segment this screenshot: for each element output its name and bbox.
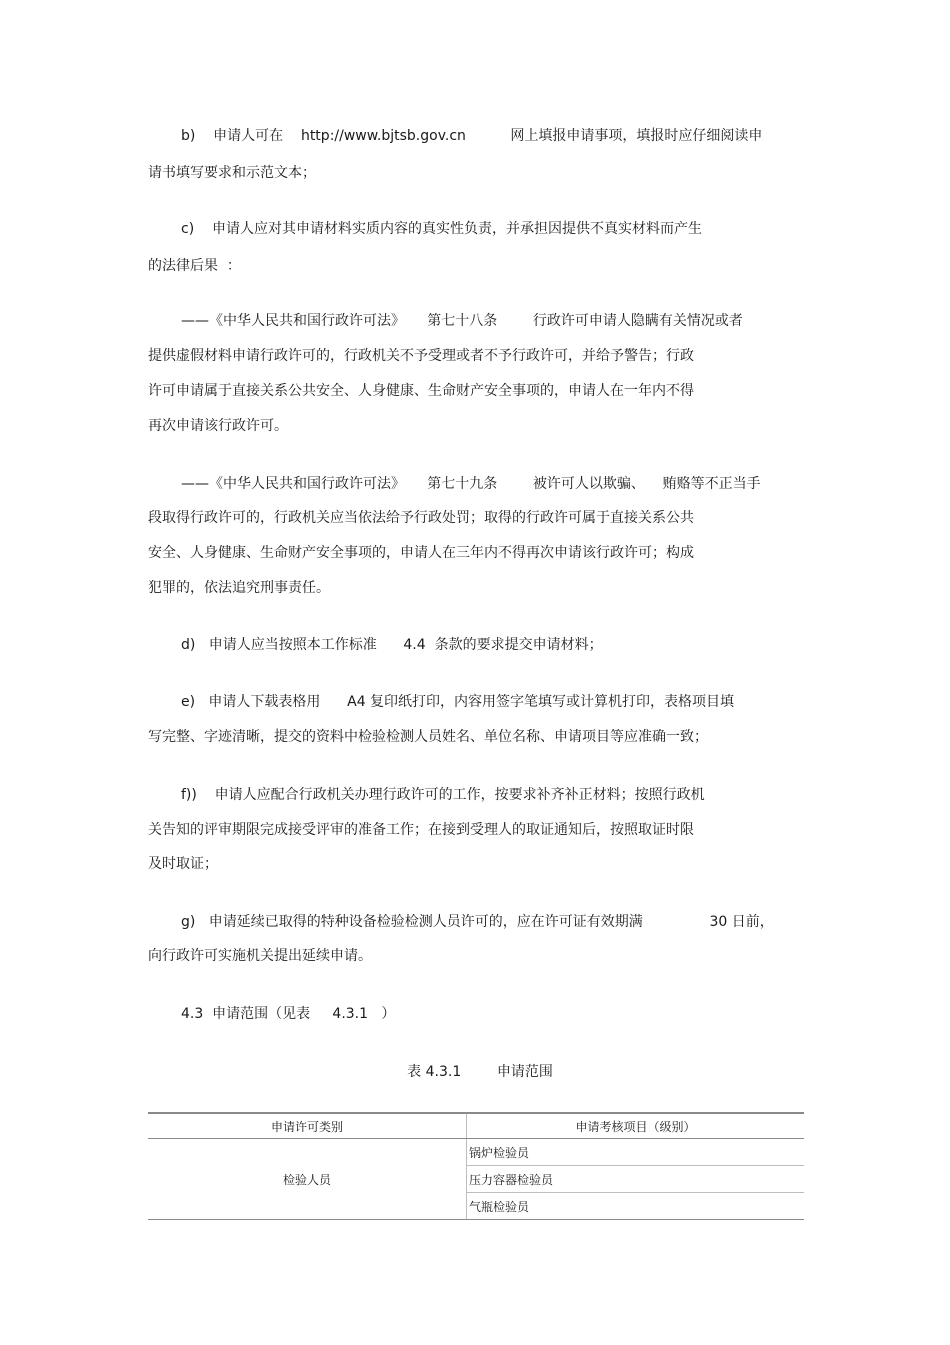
law-78-line-2: 提供虚假材料申请行政许可的，行政机关不予受理或者不予行政许可，并给予警告；行政 [148,348,694,364]
paragraph-d-line-1: d) 申请人应当按照本工作标准 4.4 条款的要求提交申请材料； [181,637,603,653]
item-cell: 气瓶检验员 [467,1193,805,1220]
law-79-line-3: 安全、人身健康、生命财产安全事项的，申请人在三年内不得再次申请该行政许可；构成 [148,545,694,561]
paragraph-f-line-3: 及时取证； [148,856,218,872]
law-78-line-4: 再次申请该行政许可。 [148,418,288,434]
paragraph-e-line-2: 写完整、字迹清晰，提交的资料中检验检测人员姓名、单位名称、申请项目等应准确一致； [148,729,708,745]
table-row [148,1139,804,1166]
header-permit-category: 申请许可类别 [148,1113,467,1139]
paragraph-b-line-2: 请书填写要求和示范文本； [148,165,316,181]
header-assessment-item: 申请考核项目（级别） [467,1113,805,1139]
law-79-line-2: 段取得行政许可的，行政机关应当依法给予行政处罚；取得的行政许可属于直接关系公共 [148,510,694,526]
paragraph-g-line-2: 向行政许可实施机关提出延续申请。 [148,948,372,964]
law-79-line-1: ——《中华人民共和国行政许可法》 第七十九条 被许可人以欺骗、 贿赂等不正当手 [181,476,761,492]
paragraph-b-line-1: b) 申请人可在 http://www.bjtsb.gov.cn 网上填报申请事项，填报时应仔细阅读申 [181,128,763,144]
table-header-row [148,1113,804,1139]
paragraph-f-line-1: f)) 申请人应配合行政机关办理行政许可的工作，按要求补齐补正材料；按照行政机 [181,787,705,803]
law-79-line-4: 犯罪的，依法追究刑事责任。 [148,580,330,596]
law-78-line-1: ——《中华人民共和国行政许可法》 第七十八条 行政许可申请人隐瞒有关情况或者 [181,313,743,329]
application-scope-table [148,1112,804,1220]
item-cell: 压力容器检验员 [467,1166,805,1193]
paragraph-c-line-2: 的法律后果 ： [148,258,241,274]
table-caption: 表 4.3.1 申请范围 [407,1064,553,1080]
item-cell: 锅炉检验员 [467,1139,805,1166]
paragraph-c-line-1: c) 申请人应对其申请材料实质内容的真实性负责，并承担因提供不真实材料而产生 [181,221,702,237]
paragraph-f-line-2: 关告知的评审期限完成接受评审的准备工作；在接到受理人的取证通知后，按照取证时限 [148,822,694,838]
law-78-line-3: 许可申请属于直接关系公共安全、人身健康、生命财产安全事项的，申请人在一年内不得 [148,383,694,399]
paragraph-g-line-1: g) 申请延续已取得的特种设备检验检测人员许可的，应在许可证有效期满 30 日前， [181,914,774,930]
paragraph-e-line-1: e) 申请人下载表格用 A4 复印纸打印，内容用签字笔填写或计算机打印，表格项目填 [181,694,735,710]
section-heading-4-3: 4.3 申请范围（见表 4.3.1 ） [181,1006,396,1022]
category-cell: 检验人员 [148,1139,467,1220]
